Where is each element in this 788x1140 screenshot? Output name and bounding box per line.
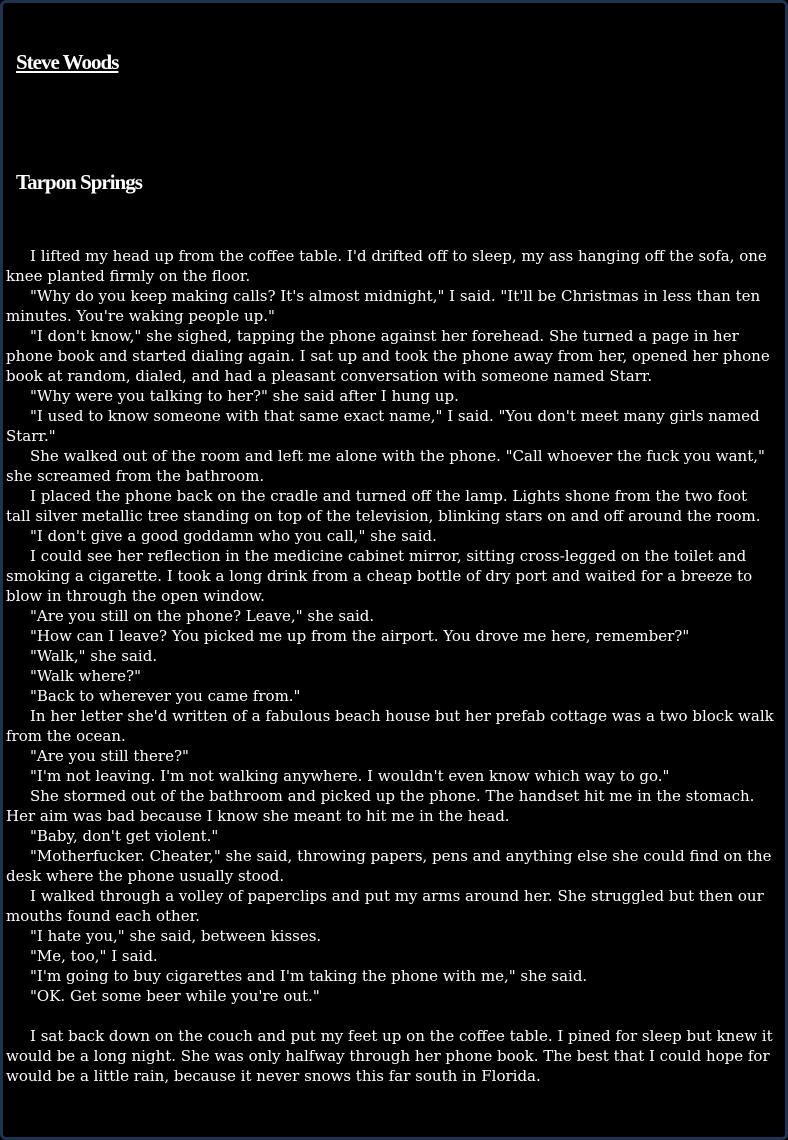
story-paragraph: "I hate you," she said, between kisses. (30, 927, 322, 945)
story-paragraph: "Motherfucker. Cheater," she said, throwing papers, pens and anything else she could find on the desk where the phone usually stood. (6, 847, 772, 885)
story-paragraph: "Why were you talking to her?" she said after I hung up. (30, 387, 459, 405)
story-paragraph: "How can I leave? You picked me up from the airport. You drove me here, remember?" (30, 627, 690, 645)
story-paragraph: "Are you still on the phone? Leave," she said. (30, 607, 375, 625)
story-paragraph: I could see her reflection in the medicine cabinet mirror, sitting cross-legged on the toilet and smoking a cigarette. I took a long drink from a cheap bottle of dry port and waited for a breeze to blow in through the open window. (6, 547, 753, 605)
story-paragraph: "I'm not leaving. I'm not walking anywhere. I wouldn't even know which way to go." (30, 767, 670, 785)
author-link[interactable]: Steve Woods (16, 50, 119, 74)
story-paragraph: "I don't give a good goddamn who you call," she said. (30, 527, 437, 545)
story-body (6, 246, 776, 1086)
story-paragraph: "I used to know someone with that same exact name," I said. "You don't meet many girls named Starr." (6, 407, 760, 445)
story-paragraph: In her letter she'd written of a fabulous beach house but her prefab cottage was a two block walk from the ocean. (6, 707, 774, 745)
story-paragraph: I lifted my head up from the coffee table. I'd drifted off to sleep, my ass hanging off the sofa, one knee planted firmly on the floor. (6, 247, 767, 285)
story-title: Tarpon Springs (16, 170, 142, 194)
story-paragraph: "Baby, don't get violent." (30, 827, 219, 845)
story-paragraph: "Why do you keep making calls? It's almost midnight," I said. "It'll be Christmas in less than ten minutes. You're waking people up." (6, 287, 761, 325)
story-paragraph: I walked through a volley of paperclips and put my arms around her. She struggled but then our mouths found each other. (6, 887, 764, 925)
story-paragraph: "I'm going to buy cigarettes and I'm taking the phone with me," she said. (30, 967, 588, 985)
story-paragraph: "Walk," she said. (30, 647, 158, 665)
story-paragraph: "Me, too," I said. (30, 947, 158, 965)
story-paragraph: "Back to wherever you came from." (30, 687, 301, 705)
story-paragraph: She walked out of the room and left me alone with the phone. "Call whoever the fuck you want," she screamed from the bathroom. (6, 447, 765, 485)
closing-paragraph: I sat back down on the couch and put my feet up on the coffee table. I pined for sleep but knew it would be a long night. She was only halfway through her phone book. The best that I could hope for would be a little rain, because it never snows this far south in Florida. (6, 1027, 773, 1085)
story-paragraph: "Walk where?" (30, 667, 141, 685)
story-paragraph: She stormed out of the bathroom and picked up the phone. The handset hit me in the stomach. Her aim was bad because I know she meant to hit me in the head. (6, 787, 755, 825)
story-paragraph: "Are you still there?" (30, 747, 189, 765)
section-break (6, 1006, 776, 1026)
story-paragraph: "I don't know," she sighed, tapping the phone against her forehead. She turned a page in her phone book and started dialing again. I sat up and took the phone away from her, opened her phone book at random, dialed, and had a pleasant conversation with someone named Starr. (6, 327, 770, 385)
story-paragraph: "OK. Get some beer while you're out." (30, 987, 320, 1005)
story-paragraph: I placed the phone back on the cradle and turned off the lamp. Lights shone from the two foot tall silver metallic tree standing on top of the television, blinking stars on and off around the room. (6, 487, 761, 525)
